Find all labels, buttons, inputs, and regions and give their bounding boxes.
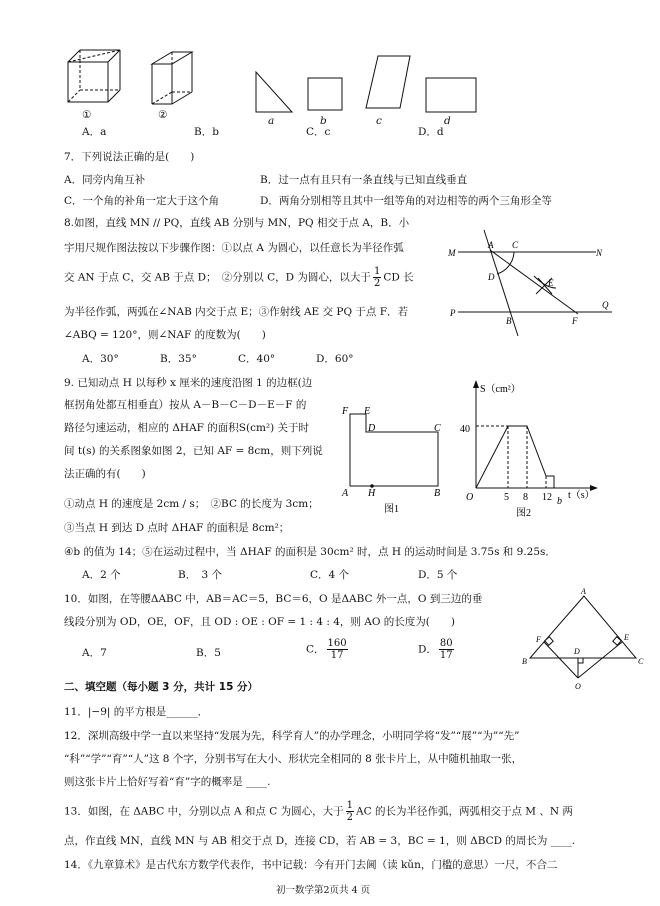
- q8-fig-label-c: C: [512, 240, 519, 250]
- q6-prism-figure-2: [152, 52, 192, 104]
- q6-fig-label-2: ②: [158, 109, 168, 121]
- q11-text: 11．|−9| 的平方根是______．: [64, 706, 209, 718]
- q6-shape-c-parallelogram: [366, 56, 410, 108]
- q6-option-b[interactable]: B．b: [194, 126, 219, 138]
- section-2-title: 二、填空题（每小题 3 分，共计 15 分）: [64, 681, 259, 693]
- q13-fraction-half: $\frac{1}{2}$: [346, 800, 353, 823]
- q7-option-b[interactable]: B．过一点有且只有一条直线与已知直线垂直: [260, 174, 468, 186]
- q9-fig1-label-e: E: [364, 406, 371, 417]
- q9-line-3: 路径匀速运动，相应的 ΔHAF 的面积S(cm²) 关于时: [64, 422, 310, 434]
- q7-option-c[interactable]: C．一个角的补角一定大于这个角: [64, 195, 220, 207]
- q9-fig2-xlabel: t（s）: [568, 490, 595, 501]
- q10-fig-label-c: C: [638, 657, 644, 666]
- q8-fig-label-a: A: [488, 240, 494, 250]
- q10-fig-label-b: B: [522, 657, 527, 666]
- q14-line-1: 14．《九章算术》是古代东方数学代表作，书中记载：今有开门去阃（读 kǔn，门槛的意思）一尺，不合二: [64, 859, 558, 871]
- q9-fig1-label-c: C: [434, 423, 441, 434]
- q10-line-1: 10．如图，在等腰ΔABC 中，AB＝AC＝5，BC＝6，O 是ΔABC 外一点，O 到三边的垂: [64, 593, 483, 605]
- q10-line-2: 线段分别为 OD，OE，OF，且 OD : OE : OF = 1 : 4 : 4，则 AO 的长度为( ): [64, 616, 455, 628]
- q8-figure: [448, 216, 618, 342]
- q6-option-c[interactable]: C．c: [306, 126, 331, 138]
- q9-fig1-label-d: D: [368, 423, 376, 434]
- q9-fig1-frame: [350, 414, 438, 486]
- q8-fraction-half: $\frac{1}{2}$: [373, 266, 381, 289]
- q13-line-2: 点，作直线 MN，直线 MN 与 AB 相交于点 D，连接 CD，若 AB = 3，BC = 1，则 ΔBCD 的周长为 ____.: [64, 835, 576, 847]
- q10-figure: [518, 586, 650, 694]
- q10-segment-oe: [578, 642, 622, 678]
- q9-line-1: 9. 已知动点 H 以每秒 x 厘米的速度沿图 1 的边框(边: [64, 377, 313, 389]
- q8-arc-cd: [497, 252, 514, 274]
- q9-line-4: 间 t(s) 的关系图象如图 2，已知 AF = 8cm，则下列说: [64, 445, 323, 457]
- q9-fig2-graph-line: [476, 426, 554, 488]
- q8-line-3: [64, 266, 414, 289]
- q8-line-3-a: 交 AN 于点 C，交 AB 于点 D； ②分别以 C，D 为圆心，以大于: [64, 271, 371, 284]
- q9-figure-2: [456, 374, 614, 518]
- q8-fig-label-n: N: [596, 248, 603, 258]
- q9-fig2-xb: b: [557, 496, 562, 507]
- q7-option-d[interactable]: D．两角分别相等且其中一组等角的对边相等的两个三角形全等: [260, 195, 552, 207]
- q9-fig2-y40: 40: [460, 424, 470, 435]
- q9-fig2-x12: 12: [542, 492, 552, 503]
- q6-shape-d-rectangle: [426, 78, 476, 112]
- q6-shape-label-d: d: [444, 115, 451, 127]
- q9-fig2-ylabel: S（cm²）: [480, 384, 521, 395]
- q8-fig-label-e: E: [548, 278, 554, 288]
- q8-fig-label-b: B: [506, 316, 512, 326]
- q10-option-d-fraction: $\frac{80}{17}$: [439, 638, 453, 661]
- q6-option-a[interactable]: A．a: [82, 126, 107, 138]
- q8-fig-label-m: M: [448, 248, 456, 258]
- q9-figure-1: [338, 400, 448, 518]
- q8-fig-label-d: D: [488, 272, 495, 282]
- q10-option-d[interactable]: D． $\frac{80}{17}$: [418, 638, 453, 661]
- q10-option-c-fraction: $\frac{160}{17}$: [327, 638, 347, 661]
- q12-line-1: 12．深圳高级中学一直以来坚持“发展为先，科学育人”的办学理念，小明同学将“发”“展”“为”“先”: [64, 730, 520, 742]
- q8-line-2: 宇用尺规作图法按以下步骤作图：①以点 A 为圆心，以任意长为半径作弧: [64, 242, 404, 254]
- q8-line-3-b: CD 长: [383, 271, 414, 284]
- q10-fig-label-e: E: [624, 633, 629, 642]
- q9-statement-3: ③当点 H 到达 D 点时 ΔHAF 的面积是 8cm²；: [64, 522, 290, 534]
- q12-line-3: 则这张卡片上恰好写着“育”字的概率是 ____.: [64, 776, 271, 788]
- q8-fig-label-f: F: [572, 316, 578, 326]
- q6-shape-b-square: [308, 78, 342, 110]
- q10-option-c[interactable]: C． $\frac{160}{17}$: [306, 638, 347, 661]
- q7-stem: 7．下列说法正确的是( ): [64, 151, 195, 163]
- q9-fig2-origin: O: [466, 492, 474, 503]
- q10-segment-of: [544, 642, 578, 678]
- q8-ray-af: [490, 250, 578, 314]
- q8-option-c[interactable]: C．40°: [238, 353, 276, 365]
- q9-fig1-label-b: B: [434, 488, 441, 499]
- q12-line-2: “科”“学”“育”“人”这 8 个字，分别书写在大小、形状完全相同的 8 张卡片上，从中随机抽取一张，: [64, 753, 523, 765]
- q9-option-d[interactable]: D．5 个: [418, 569, 458, 581]
- q9-fig2-x8: 8: [523, 492, 528, 503]
- q9-option-c[interactable]: C．4 个: [310, 569, 350, 581]
- q7-option-a[interactable]: A．同旁内角互补: [64, 174, 146, 186]
- q9-statement-4-5: ④b 的值为 14；⑤在运动过程中，当 ΔHAF 的面积是 30cm² 时，点 H 的运动时间是 3.75s 和 9.25s．: [64, 546, 556, 558]
- q6-cube-figure-1: [68, 50, 120, 102]
- q9-line-5: 法正确的有( ): [64, 468, 146, 480]
- q10-fig-label-a: A: [581, 587, 586, 596]
- q10-fig-label-f: F: [536, 635, 541, 644]
- q9-fig1-label-a: A: [342, 488, 349, 499]
- q9-line-2: 框拐角处都互相垂直）按从 A－B－C－D－E－F 的: [64, 399, 307, 411]
- q8-line-5: ∠ABQ = 120°，则∠NAF 的度数为( ): [64, 329, 266, 341]
- q8-line-1: 8.如图，直线 MN // PQ，直线 AB 分别与 MN，PQ 相交于点 A，B．小: [64, 217, 410, 229]
- q9-fig1-caption: 图1: [384, 504, 399, 515]
- q8-option-d[interactable]: D．60°: [316, 353, 354, 365]
- q10-fig-label-o: O: [575, 682, 581, 691]
- q9-fig2-caption: 图2: [516, 508, 531, 518]
- q10-option-a[interactable]: A．7: [82, 647, 107, 659]
- q10-triangle-abc: [530, 596, 636, 658]
- q9-statement-1-2: ①动点 H 的速度是 2cm / s； ②BC 的长度为 3cm；: [64, 498, 319, 510]
- q8-line-4: 为半径作弧，两弧在∠NAB 内交于点 E；③作射线 AE 交 PQ 于点 F．若: [64, 306, 409, 318]
- q8-option-a[interactable]: A．30°: [82, 353, 119, 365]
- q9-fig1-label-f: F: [342, 406, 349, 417]
- q6-shape-label-b: b: [320, 115, 327, 127]
- q6-shape-a-triangle: [256, 72, 292, 112]
- q6-shape-label-c: c: [376, 115, 382, 127]
- q13-line-1: 13．如图，在 ΔABC 中，分别以点 A 和点 C 为圆心，大于 $\frac{1}{2}$ AC 的长为半径作弧，两弧相交于点 M 、N 两: [64, 800, 573, 823]
- q8-option-b[interactable]: B．35°: [160, 353, 197, 365]
- q6-shape-label-a: a: [268, 115, 275, 127]
- q6-option-d[interactable]: D．d: [418, 126, 444, 138]
- q10-fig-label-d: D: [574, 647, 580, 656]
- q9-fig2-plot: [476, 426, 554, 488]
- q8-fig-label-q: Q: [602, 300, 609, 310]
- page-footer: 初一数学第2页共 4 页: [276, 885, 371, 896]
- q9-option-b[interactable]: B． 3 个: [178, 569, 222, 581]
- q9-fig2-x5: 5: [504, 492, 509, 503]
- q6-fig-label-1: ①: [82, 109, 92, 121]
- q9-option-a[interactable]: A．2 个: [82, 569, 121, 581]
- q10-option-b[interactable]: B．5: [196, 647, 221, 659]
- q9-fig1-label-h: H: [368, 488, 376, 499]
- q8-fig-label-p: P: [450, 308, 456, 318]
